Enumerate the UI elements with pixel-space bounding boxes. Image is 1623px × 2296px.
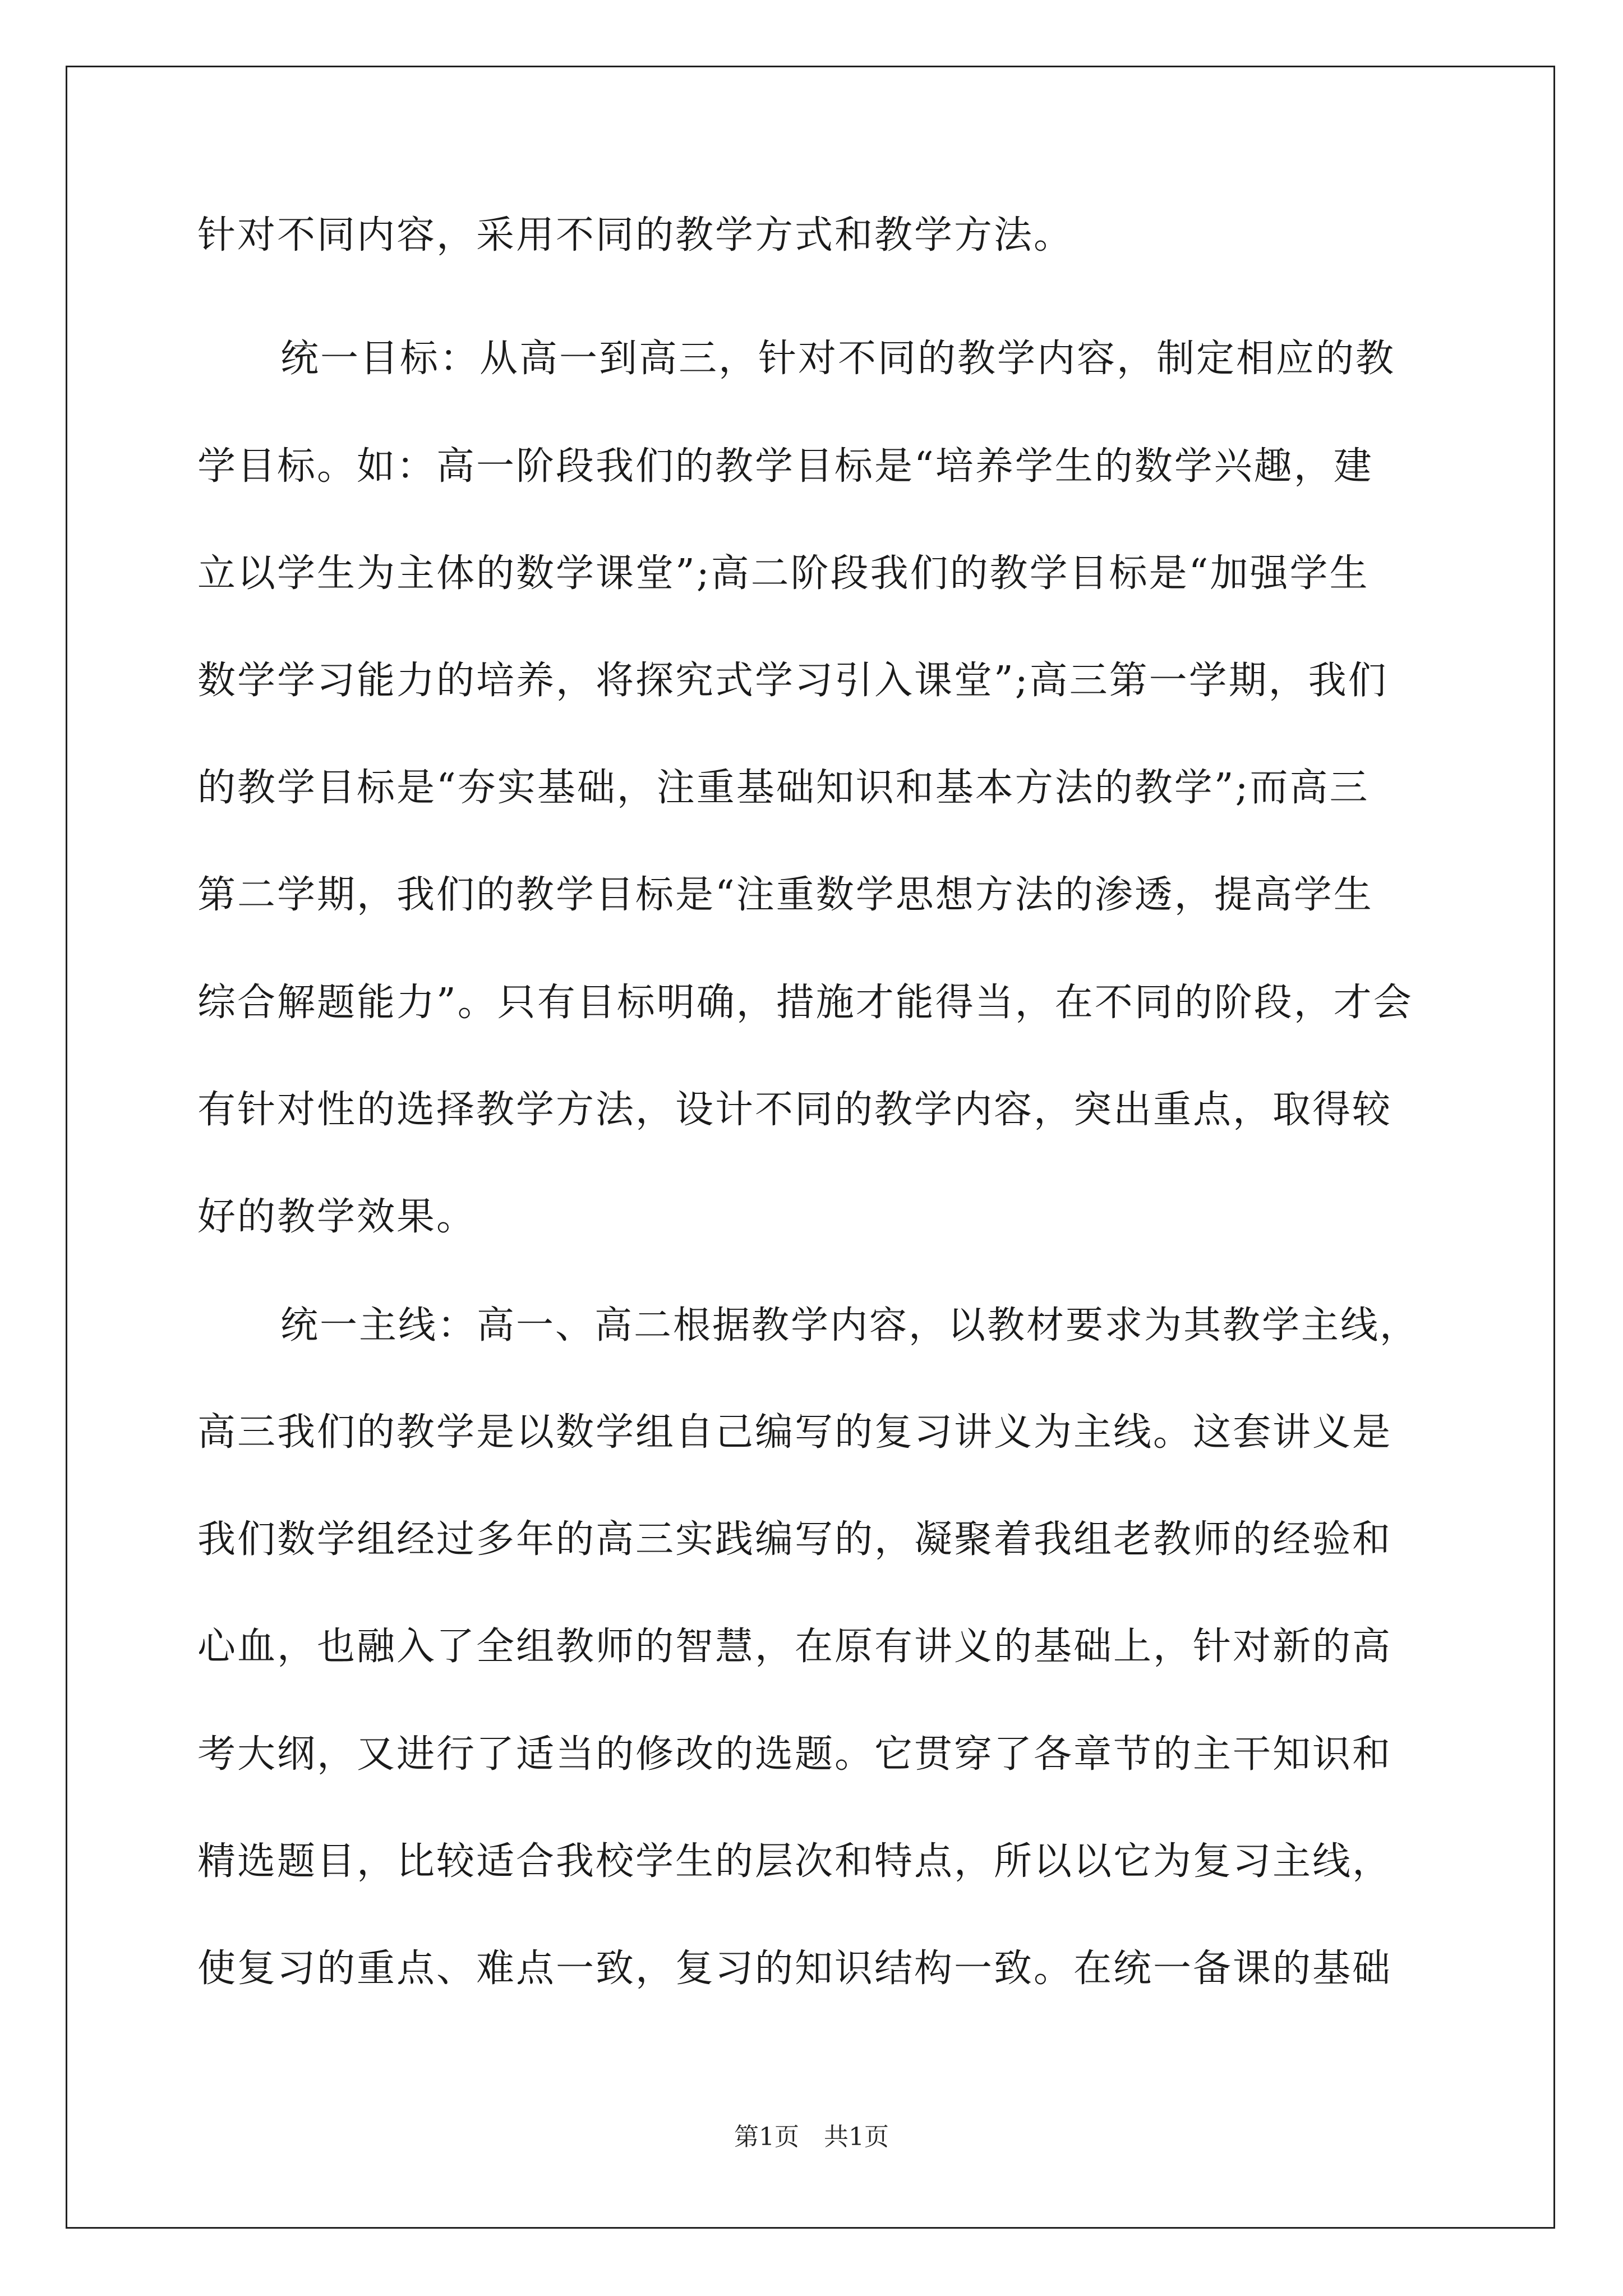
paragraph-line: 统一主线：高一、高二根据教学内容，以教材要求为其教学主线， bbox=[280, 1303, 1419, 1347]
paragraph-line: 综合解题能力”。只有目标明确，措施才能得当，在不同的阶段，才会 bbox=[197, 981, 1413, 1025]
paragraph-line: 我们数学组经过多年的高三实践编写的，凝聚着我组老教师的经验和 bbox=[197, 1517, 1393, 1562]
paragraph-line: 高三我们的教学是以数学组自己编写的复习讲义为主线。这套讲义是 bbox=[197, 1410, 1393, 1455]
paragraph-line: 好的教学效果。 bbox=[197, 1195, 477, 1239]
paragraph-line: 有针对性的选择教学方法，设计不同的教学内容，突出重点，取得较 bbox=[197, 1088, 1393, 1132]
paragraph-line: 心血，也融入了全组教师的智慧，在原有讲义的基础上，针对新的高 bbox=[197, 1625, 1393, 1669]
page-border bbox=[66, 66, 1555, 2229]
paragraph-line: 的教学目标是“夯实基础，注重基础知识和基本方法的教学”;而高三 bbox=[197, 766, 1370, 810]
paragraph-line: 学目标。如：高一阶段我们的教学目标是“培养学生的数学兴趣，建 bbox=[197, 444, 1373, 489]
paragraph-line: 第二学期，我们的教学目标是“注重数学思想方法的渗透，提高学生 bbox=[197, 873, 1373, 917]
paragraph-line: 考大纲，又进行了适当的修改的选题。它贯穿了各章节的主干知识和 bbox=[197, 1732, 1393, 1777]
paragraph-line: 立以学生为主体的数学课堂”;高二阶段我们的教学目标是“加强学生 bbox=[197, 551, 1370, 596]
page-number-footer: 第1页 共1页 bbox=[734, 2123, 889, 2151]
paragraph-line: 精选题目，比较适合我校学生的层次和特点，所以以它为复习主线， bbox=[197, 1839, 1393, 1884]
paragraph-line: 统一目标：从高一到高三，针对不同的教学内容，制定相应的教 bbox=[280, 337, 1396, 381]
paragraph-line: 针对不同内容，采用不同的教学方式和教学方法。 bbox=[197, 213, 1074, 257]
paragraph-line: 使复习的重点、难点一致，复习的知识结构一致。在统一备课的基础 bbox=[197, 1947, 1393, 1991]
paragraph-line: 数学学习能力的培养，将探究式学习引入课堂”;高三第一学期，我们 bbox=[197, 659, 1388, 703]
